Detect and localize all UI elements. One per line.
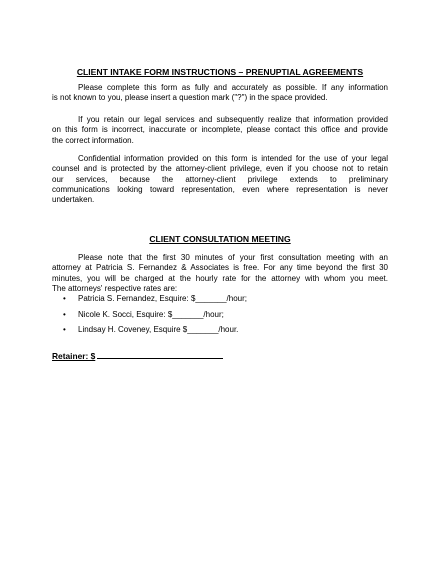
- consultation-paragraph: [52, 253, 388, 294]
- retainer-label: Retainer: $: [52, 351, 96, 361]
- bullet-icon: •: [63, 325, 66, 334]
- bullet-icon: •: [63, 309, 66, 319]
- text-line: attorney at Patricia S. Fernandez & Associates is free. For any time beyond the first 30: [52, 263, 388, 273]
- list-item: [52, 310, 247, 326]
- text-line: If you retain our legal services and subsequently realize that information provided: [78, 115, 388, 124]
- text-line: Confidential information provided on this form is intended for the use of your legal: [78, 154, 388, 163]
- text-line: minutes, you will be charged at the hourly rate for the attorney with whom you meet.: [52, 273, 388, 283]
- intake-instructions-heading: CLIENT INTAKE FORM INSTRUCTIONS – PRENUPTIAL AGREEMENTS: [76, 67, 364, 77]
- bullet-icon: •: [63, 294, 66, 303]
- text-line: Please note that the first 30 minutes of your first consultation meeting with an: [78, 253, 388, 262]
- text-line: our services, because the attorney-client privilege extends to preliminary: [52, 174, 388, 184]
- attorney-rates-list: [52, 294, 247, 341]
- consultation-meeting-heading: CLIENT CONSULTATION MEETING: [149, 234, 291, 244]
- text-line: on this form is incorrect, inaccurate or incomplete, please contact this office and provide: [52, 125, 388, 135]
- retainer-field: [52, 350, 223, 361]
- confidentiality-paragraph: [52, 154, 388, 205]
- instructions-paragraph-2: [52, 115, 388, 146]
- list-item: [52, 325, 247, 341]
- text-line: is not known to you, please insert a question mark ("?") in the space provided.: [52, 93, 328, 103]
- retainer-blank-line: [97, 350, 223, 359]
- list-item: [52, 294, 247, 310]
- text-line: communications looking toward representation, even where representation is never: [52, 184, 388, 194]
- rate-text: Nicole K. Socci, Esquire: $_______/hour;: [78, 309, 224, 319]
- text-line: undertaken.: [52, 195, 95, 205]
- rate-text: Patricia S. Fernandez, Esquire: $_______/hour;: [78, 294, 247, 303]
- text-line: The attorneys' respective rates are:: [52, 283, 178, 293]
- instructions-paragraph-1: [52, 83, 388, 104]
- rate-text: Lindsay H. Coveney, Esquire $_______/hour.: [78, 325, 239, 334]
- text-line: Please complete this form as fully and accurately as possible. If any information: [78, 83, 388, 92]
- text-line: the correct information.: [52, 135, 134, 145]
- text-line: counsel and is protected by the attorney-client privilege, even if you choose not to retain: [52, 164, 388, 174]
